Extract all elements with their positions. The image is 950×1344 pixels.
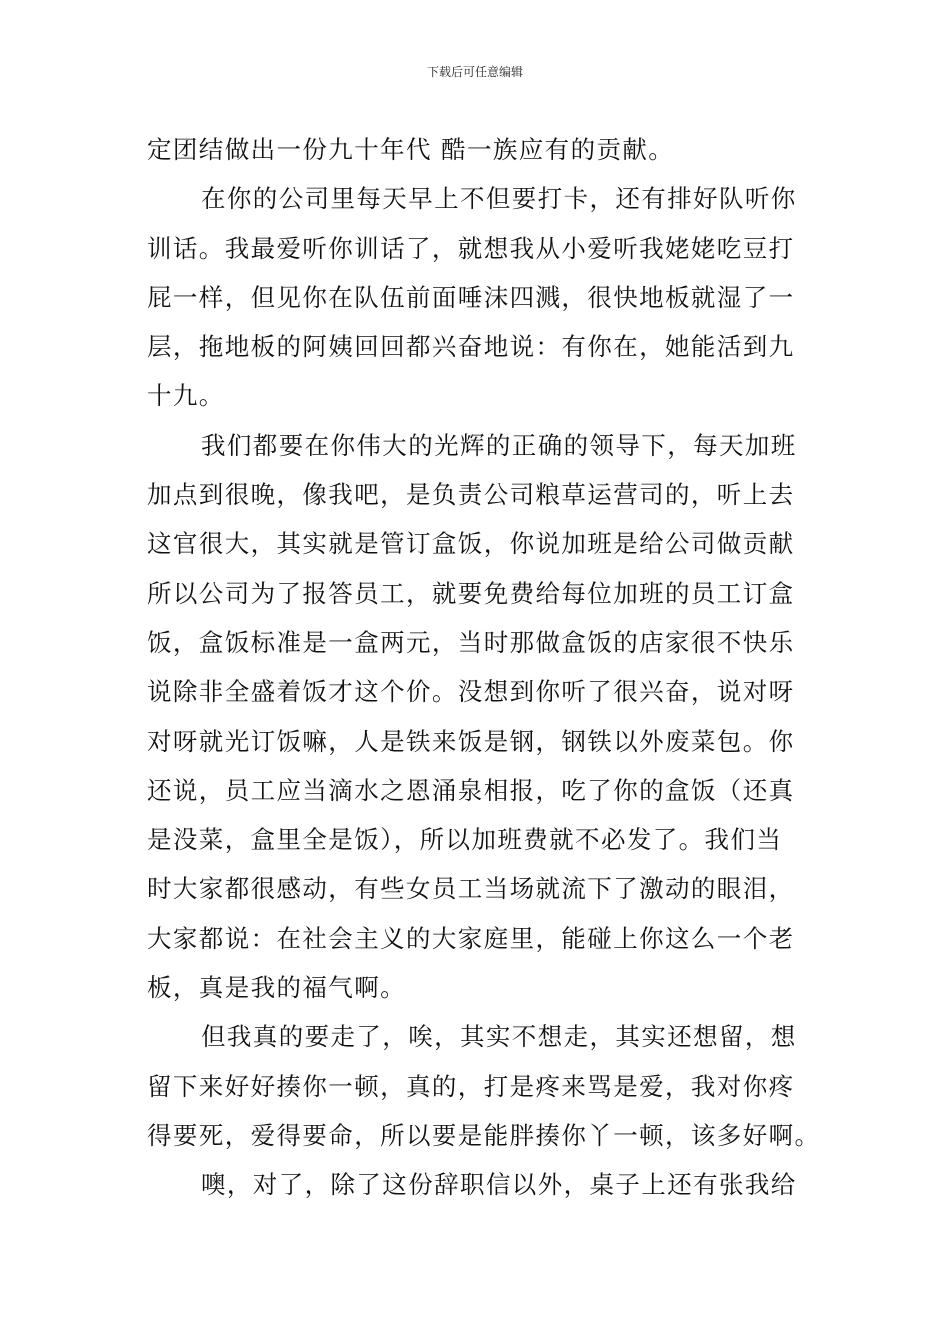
text-line: 饭，盒饭标准是一盒两元，当时那做盒饭的店家很不快乐	[147, 627, 795, 657]
text-line: 定团结做出一份九十年代 酷一族应有的贡献。	[147, 135, 675, 164]
text-line: 在你的公司里每天早上不但要打卡，还有排好队听你	[201, 184, 797, 214]
text-line: 训话。我最爱听你训话了，就想我从小爱听我姥姥吃豆打	[147, 233, 795, 263]
text-line: 这官很大，其实就是管订盒饭，你说加班是给公司做贡献	[147, 529, 795, 559]
text-line: 还说，员工应当滴水之恩涌泉相报，吃了你的盒饭（还真	[147, 775, 795, 805]
text-line: 但我真的要走了，唉，其实不想走，其实还想留，想	[201, 1022, 797, 1052]
text-line: 对呀就光订饭嘛，人是铁来饭是钢，钢铁以外废菜包。你	[147, 726, 795, 756]
text-line: 我们都要在你伟大的光辉的正确的领导下，每天加班	[201, 430, 797, 460]
page-header: 下载后可任意编辑	[426, 65, 523, 79]
text-line: 噢，对了，除了这份辞职信以外，桌子上还有张我给	[201, 1170, 797, 1200]
text-line: 十九。	[147, 381, 225, 411]
text-line: 得要死，爱得要命，所以要是能胖揍你丫一顿，该多好啊。	[147, 1120, 821, 1150]
text-line: 加点到很晚，像我吧，是负责公司粮草运营司的，听上去	[147, 480, 795, 510]
document-body	[147, 125, 821, 1210]
text-line: 所以公司为了报答员工，就要免费给每位加班的员工订盒	[147, 578, 795, 608]
text-line: 层，拖地板的阿姨回回都兴奋地说：有你在，她能活到九	[147, 332, 795, 362]
text-line: 大家都说：在社会主义的大家庭里，能碰上你这么一个老	[147, 923, 795, 953]
text-line: 屁一样，但见你在队伍前面唾沫四溅，很快地板就湿了一	[147, 282, 795, 312]
text-line: 留下来好好揍你一顿，真的，打是疼来骂是爱，我对你疼	[147, 1071, 795, 1101]
text-line: 说除非全盛着饭才这个价。没想到你听了很兴奋，说对呀	[147, 677, 795, 707]
text-line: 是没菜，盒里全是饭），所以加班费就不必发了。我们当	[147, 825, 783, 855]
text-line: 时大家都很感动，有些女员工当场就流下了激动的眼泪，	[147, 874, 795, 904]
text-line: 板，真是我的福气啊。	[147, 973, 406, 1003]
